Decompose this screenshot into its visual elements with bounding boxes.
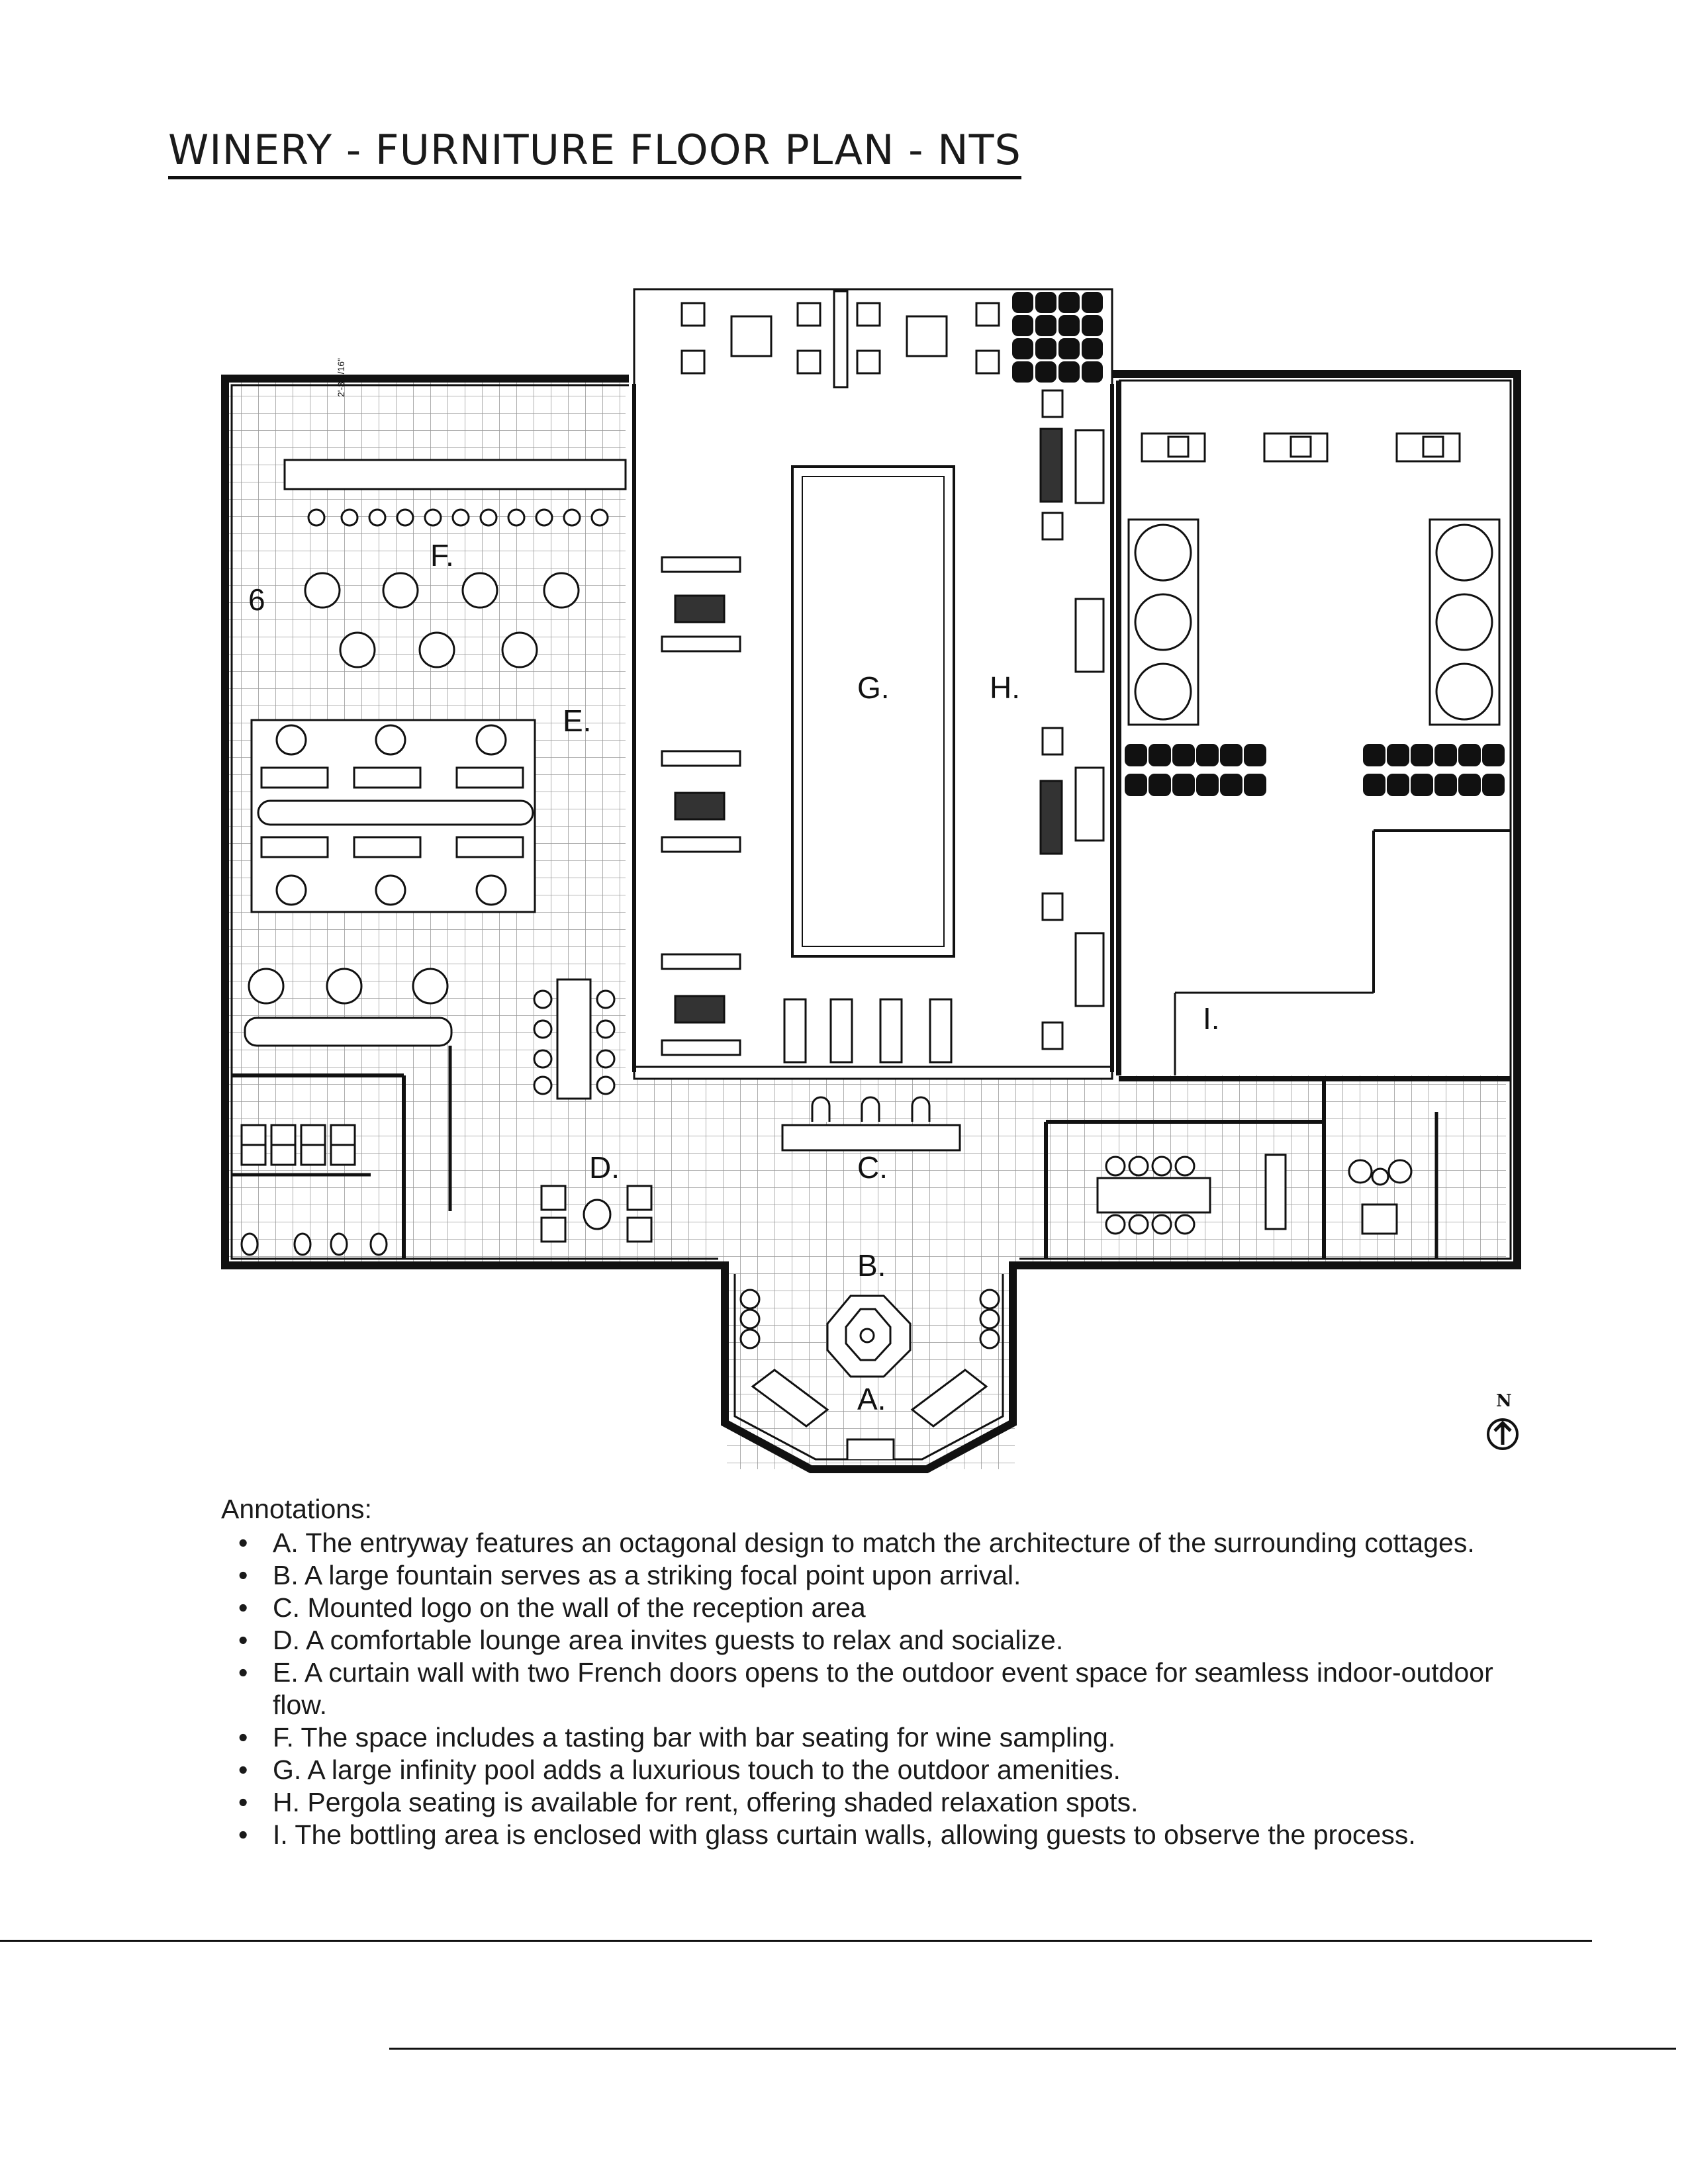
north-label: N [1496, 1391, 1512, 1411]
label-e: E. [563, 704, 592, 738]
label-d: D. [589, 1150, 620, 1185]
label-b: B. [857, 1248, 886, 1283]
dimension-label: 2'-3 1/16" [336, 357, 346, 397]
list-item: • I. The bottling area is enclosed with glass curtain walls, allowing guests to observe the process. [273, 1819, 1519, 1851]
list-item: • C. Mounted logo on the wall of the reception area [273, 1592, 1519, 1624]
annotations-heading: Annotations: [221, 1494, 372, 1524]
annotations [221, 1493, 1519, 1851]
label-h: H. [990, 670, 1020, 705]
list-item: • E. A curtain wall with two French doors opens to the outdoor event space for seamless indoor-outdoor flow. [273, 1657, 1519, 1721]
fermentation-tanks [1129, 520, 1499, 725]
list-item: • A. The entryway features an octagonal design to match the architecture of the surrounding cottages. [273, 1527, 1519, 1559]
list-item: • B. A large fountain serves as a striking focal point upon arrival. [273, 1559, 1519, 1592]
list-item: • H. Pergola seating is available for rent, offering shaded relaxation spots. [273, 1786, 1519, 1819]
label-six: 6 [248, 582, 265, 617]
north-arrow [1488, 1391, 1517, 1449]
label-a: A. [857, 1382, 886, 1416]
label-g: G. [857, 670, 890, 705]
label-i: I. [1203, 1001, 1220, 1036]
label-c: C. [857, 1150, 888, 1185]
list-item: • D. A comfortable lounge area invites guests to relax and socialize. [273, 1624, 1519, 1657]
divider [0, 1940, 1592, 1942]
label-f: F. [430, 538, 454, 572]
page-title: WINERY - FURNITURE FLOOR PLAN - NTS [168, 130, 1021, 179]
list-item: • G. A large infinity pool adds a luxurious touch to the outdoor amenities. [273, 1754, 1519, 1786]
annotation-list [221, 1527, 1519, 1851]
list-item: • F. The space includes a tasting bar with bar seating for wine sampling. [273, 1721, 1519, 1754]
divider [389, 2048, 1676, 2050]
bottling-machines [1142, 433, 1460, 461]
